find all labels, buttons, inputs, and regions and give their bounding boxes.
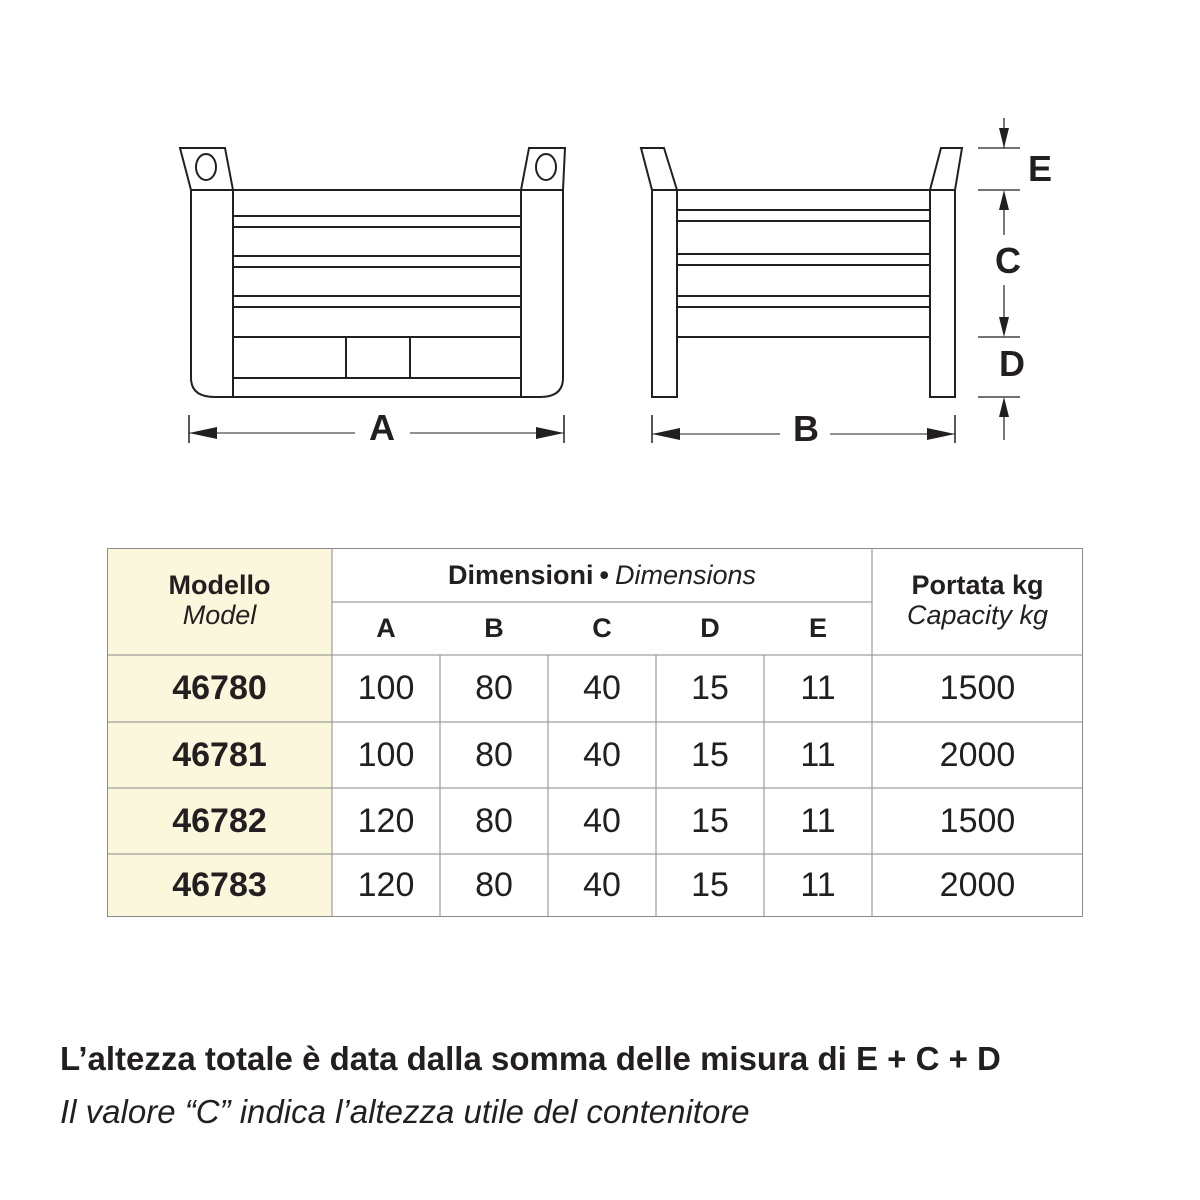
row-capacity: 1500 <box>939 669 1016 707</box>
side-left-lug <box>641 148 677 190</box>
dimension-c-label: C <box>995 240 1021 281</box>
row-b: 80 <box>475 669 513 707</box>
header-dimensions-it: Dimensioni <box>447 559 594 590</box>
header-model-it: Modello <box>168 570 271 601</box>
dimension-d-label: D <box>999 343 1025 384</box>
row-c: 40 <box>583 866 621 904</box>
side-left-post <box>652 190 677 397</box>
row-capacity: 2000 <box>939 866 1016 904</box>
column-header-c: C <box>592 613 612 643</box>
note-useful-height: Il valore “C” indica l’altezza utile del contenitore <box>60 1093 750 1130</box>
side-right-post <box>930 190 955 397</box>
header-capacity <box>872 556 1083 646</box>
side-slat-3 <box>677 296 930 307</box>
row-d: 15 <box>691 801 729 840</box>
row-e: 11 <box>800 669 836 707</box>
row-c: 40 <box>583 735 621 774</box>
row-capacity: 1500 <box>939 801 1016 840</box>
side-right-lug <box>930 148 962 190</box>
header-capacity-en: Capacity kg <box>906 600 1049 630</box>
front-slat-3 <box>233 296 521 307</box>
container-technical-drawing <box>0 0 1200 480</box>
row-e: 11 <box>800 735 836 774</box>
front-slat-1 <box>233 216 521 227</box>
row-model: 46781 <box>172 735 267 774</box>
row-e: 11 <box>800 866 836 904</box>
front-view-body <box>191 190 563 397</box>
row-model: 46780 <box>172 669 267 707</box>
front-left-lug-hole <box>196 154 216 180</box>
specification-table <box>107 548 1083 917</box>
front-slat-2 <box>233 256 521 267</box>
header-model-en: Model <box>182 600 257 630</box>
side-slat-1 <box>677 210 930 221</box>
column-header-b: B <box>484 613 504 643</box>
row-a: 120 <box>357 801 415 840</box>
column-header-e: E <box>808 613 827 643</box>
header-capacity-it: Portata kg <box>911 570 1044 601</box>
side-slat-2 <box>677 254 930 265</box>
row-c: 40 <box>583 801 621 840</box>
header-dimensions-en: Dimensions <box>614 559 757 590</box>
front-right-lug-hole <box>536 154 556 180</box>
header-dimensions <box>332 548 872 602</box>
row-b: 80 <box>475 801 513 840</box>
column-header-a: A <box>376 613 396 643</box>
row-d: 15 <box>691 669 729 707</box>
row-e: 11 <box>800 801 836 840</box>
note-total-height: L’altezza totale è data dalla somma delle misura di E + C + D <box>60 1040 1001 1077</box>
row-a: 120 <box>357 866 415 904</box>
row-model: 46782 <box>172 801 267 840</box>
row-d: 15 <box>691 866 729 904</box>
dimension-b-label: B <box>793 408 819 449</box>
row-b: 80 <box>475 866 513 904</box>
row-b: 80 <box>475 735 513 774</box>
dimension-a-label: A <box>369 407 395 448</box>
dimension-e-label: E <box>1027 148 1053 189</box>
side-view <box>641 148 962 397</box>
row-a: 100 <box>357 735 415 774</box>
header-model <box>107 556 332 646</box>
header-dimensions-bullet: • <box>599 559 609 590</box>
row-model: 46783 <box>172 866 267 904</box>
front-view <box>180 148 565 397</box>
row-d: 15 <box>691 735 729 774</box>
row-capacity: 2000 <box>939 735 1016 774</box>
row-c: 40 <box>583 669 621 707</box>
column-header-d: D <box>700 613 720 643</box>
row-a: 100 <box>357 669 415 707</box>
